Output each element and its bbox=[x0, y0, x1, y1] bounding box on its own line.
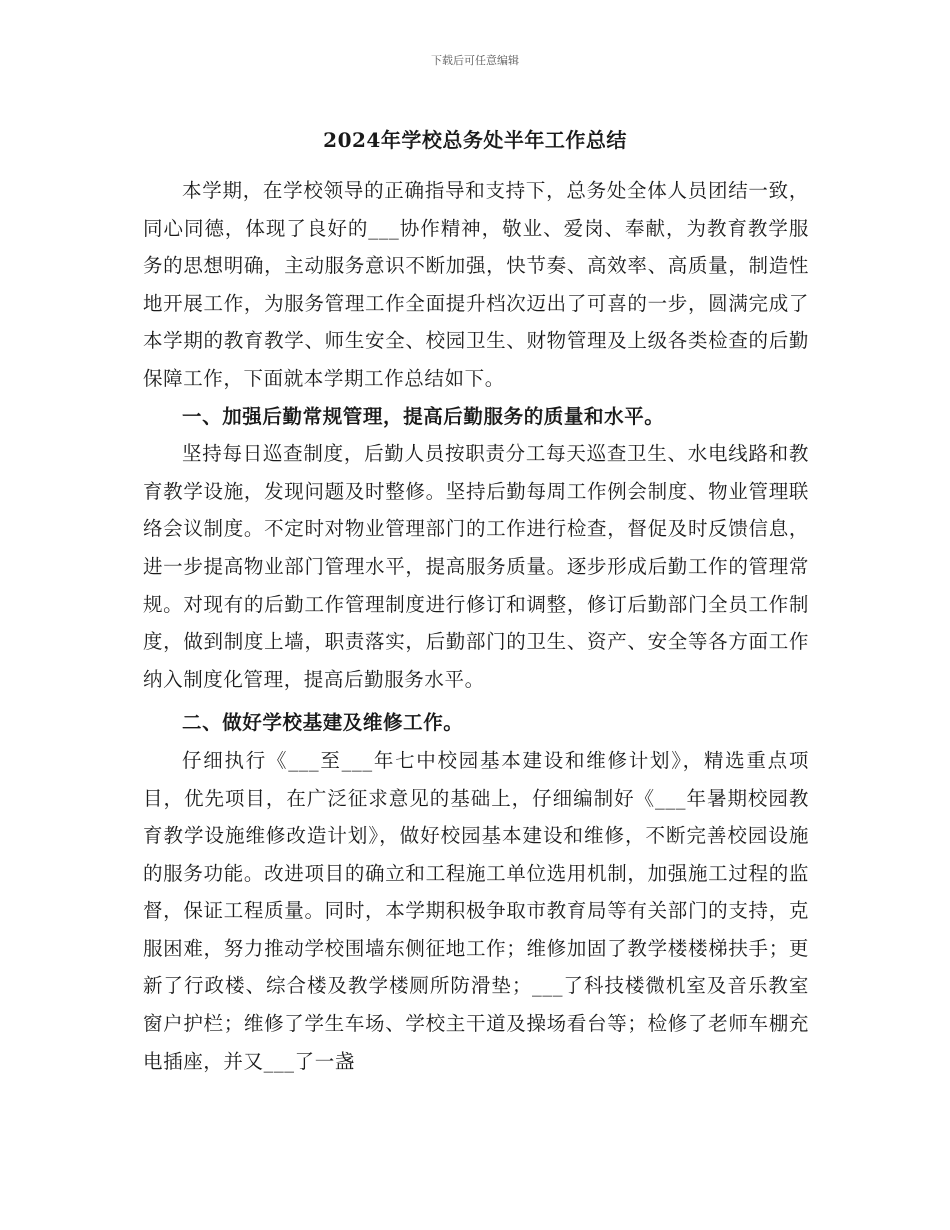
section-1-heading: 一、加强后勤常规管理，提高后勤服务的质量和水平。 bbox=[182, 404, 665, 428]
document-title: 2024年学校总务处半年工作总结 bbox=[323, 128, 627, 152]
section-1-paragraph: 坚持每日巡查制度，后勤人员按职责分工每天巡查卫生、水电线路和教育教学设施，发现问题及时整修。坚持后勤每周工作例会制度、物业管理联络会议制度。不定时对物业管理部门的工作进行检查，督促及时反馈信息，进一步提高物业部门管理水平，提高服务质量。逐步形成后勤工作的管理常规。对现有的后勤工作管理制度进行修订和调整，修订后勤部门全员工作制度，做到制度上墙，职责落实，后勤部门的卫生、资产、安全等各方面工作纳入制度化管理，提高后勤服务水平。 bbox=[143, 442, 809, 691]
section-2-heading: 二、做好学校基建及维修工作。 bbox=[182, 711, 464, 735]
section-2-paragraph: 仔细执行《___至___年七中校园基本建设和维修计划》，精选重点项目，优先项目，在广泛征求意见的基础上，仔细编制好《___年暑期校园教育教学设施维修改造计划》，做好校园基本建设和维修，不断完善校园设施的服务功能。改进项目的确立和工程施工单位选用机制，加强施工过程的监督，保证工程质量。同时，本学期积极争取市教育局等有关部门的支持，克服困难，努力推动学校围墙东侧征地工作；维修加固了教学楼楼梯扶手；更新了行政楼、综合楼及教学楼厕所防滑垫；___了科技楼微机室及音乐教室窗户护栏；维修了学生车场、学校主干道及操场看台等；检修了老师车棚充电插座，并又___了一盏 bbox=[143, 748, 809, 1073]
document-body bbox=[143, 172, 809, 1080]
intro-paragraph: 本学期，在学校领导的正确指导和支持下，总务处全体人员团结一致，同心同德，体现了良好的___协作精神，敬业、爱岗、奉献，为教育教学服务的思想明确，主动服务意识不断加强，快节奏、高效率、高质量，制造性地开展工作，为服务管理工作全面提升档次迈出了可喜的一步，圆满完成了本学期的教育教学、师生安全、校园卫生、财物管理及上级各类检查的后勤保障工作，下面就本学期工作总结如下。 bbox=[143, 179, 809, 390]
page-header-note: 下载后可任意编辑 bbox=[431, 54, 519, 67]
